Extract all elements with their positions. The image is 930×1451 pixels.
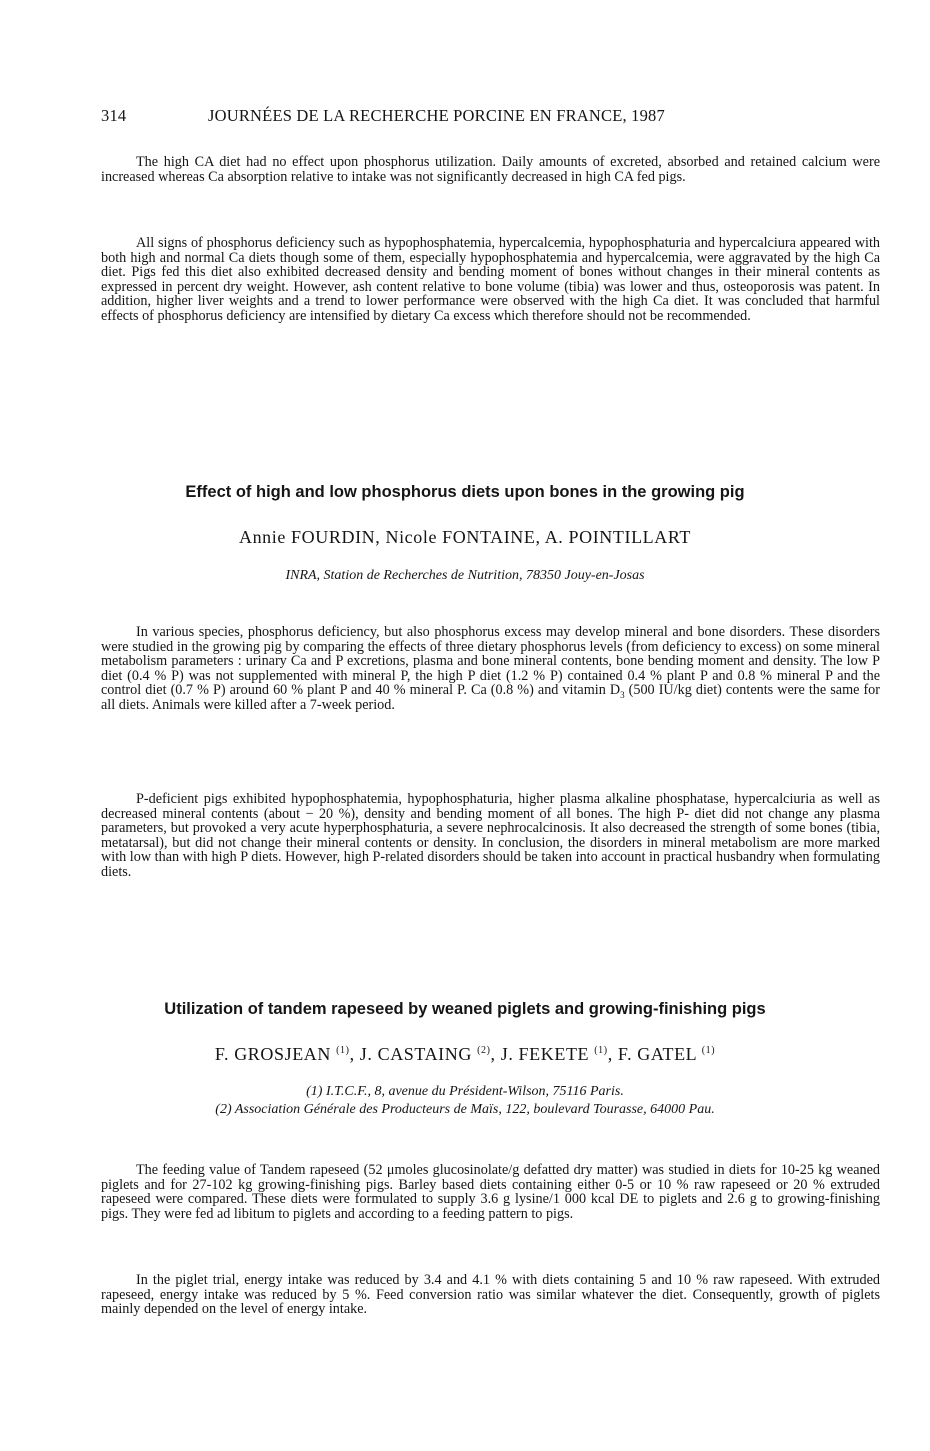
article1-title: Effect of high and low phosphorus diets upon bones in the growing pig xyxy=(185,483,745,501)
article2-affiliation-2: (2) Association Générale des Producteurs de Maïs, 122, boulevard Tourasse, 64000 Pau. xyxy=(215,1102,715,1117)
article1-paragraph-1 xyxy=(101,625,880,713)
article2-paragraph-2: In the piglet trial, energy intake was reduced by 3.4 and 4.1 % with diets containing 5 and 10 % raw rapeseed. With extruded rapeseed, energy intake was reduced by 5 %. Feed conversion ratio was similar whatever the diet. Consequently, growth of piglets mainly depended on the level of energy intake. xyxy=(101,1272,880,1318)
article1-authors: Annie FOURDIN, Nicole FONTAINE, A. POINTILLART xyxy=(238,527,692,547)
article1-p1-subscript: 3 xyxy=(620,690,625,701)
author-4: F. GATEL $^{(1)}$ xyxy=(617,1044,716,1064)
author-1: F. GROSJEAN $^{(1)}$, xyxy=(214,1044,360,1064)
article2-affiliation-1: (1) I.T.C.F., 8, avenue du Président-Wilson, 75116 Paris. xyxy=(306,1084,624,1099)
intro-paragraph-2: All signs of phosphorus deficiency such as hypophosphatemia, hypercalcemia, hypophosphaturia and hypercalciura appeared with both high and normal Ca diets though some of them, especially hypophosphatemia and hypercalcemia, were aggravated by the high Ca diet. Pigs fed this diet also exhibited decreased density and bending moment of bones without changes in their mineral contents as expressed in percent dry weight. However, ash content relative to bone volume (tibia) was lower and thus, osteoporosis was patent. In addition, higher liver weights and a trend to lower performance were observed with the high Ca diet. It was concluded that harmful effects of phosphorus deficiency are intensified by dietary Ca excess which therefore should not be recommended. xyxy=(101,235,880,324)
intro-paragraph-1: The high CA diet had no effect upon phosphorus utilization. Daily amounts of excreted, absorbed and retained calcium were increased whereas Ca absorption relative to intake was not significantly decreased in high CA fed pigs. xyxy=(101,154,880,185)
page-number: 314 xyxy=(101,106,127,125)
running-title: JOURNÉES DE LA RECHERCHE PORCINE EN FRANCE, 1987 xyxy=(208,106,665,125)
article1-affiliation: INRA, Station de Recherches de Nutrition, 78350 Jouy-en-Josas xyxy=(285,568,645,583)
article1-p1-text-b: (500 IU/kg diet) contents were the same for all diets. Animals were killed after a 7-week period. xyxy=(101,682,880,713)
article2-authors xyxy=(0,1044,930,1065)
article1-p1-text-a: In various species, phosphorus deficiency, but also phosphorus excess may develop mineral and bone disorders. These disorders were studied in the growing pig by comparing the effects of three dietary phosphorus levels (from deficiency to excess) on some mineral metabolism parameters : urinary Ca and P excretions, plasma and bone mineral contents, bone bending moment and density. The low P diet (0.4 % P) was not supplemented with mineral P, the high P diet (1.2 % P) contained 0.4 % plant P and 0.8 % mineral P and the control diet (0.7 % P) around 60 % plant P and 40 % mineral P. Ca (0.8 %) and vitamin D xyxy=(101,624,880,699)
author-3: J. FEKETE $^{(1)}$, xyxy=(500,1044,618,1064)
author-2: J. CASTAING $^{(2)}$, xyxy=(359,1044,501,1064)
article2-paragraph-1: The feeding value of Tandem rapeseed (52 μmoles glucosinolate/g defatted dry matter) was studied in diets for 10-25 kg weaned piglets and for 27-102 kg growing-finishing pigs. Barley based diets containing either 0-5 or 10 % raw rapeseed or 20 % extruded rapeseed were compared. These diets were formulated to supply 3.6 g lysine/1 000 kcal DE to piglets and 2.6 g to growing-finishing pigs. They were fed ad libitum to piglets and according to a feeding pattern to pigs. xyxy=(101,1162,880,1222)
article1-paragraph-2: P-deficient pigs exhibited hypophosphatemia, hypophosphaturia, higher plasma alkaline phosphatase, hypercalciuria as well as decreased mineral contents (about − 20 %), density and bending moment of all bones. The high P- diet did not change any plasma parameters, but provoked a very acute hyperphosphaturia, a severe nephrocalcinosis. It also decreased the strength of some bones (tibia, metatarsal), but did not change their mineral contents or density. In conclusion, the disorders in mineral metabolism are more marked with low than with high P diets. However, high P-related disorders should be taken into account in practical husbandry when formulating diets. xyxy=(101,791,880,880)
page-header xyxy=(101,106,881,130)
article2-title: Utilization of tandem rapeseed by weaned piglets and growing-finishing pigs xyxy=(164,1000,766,1018)
